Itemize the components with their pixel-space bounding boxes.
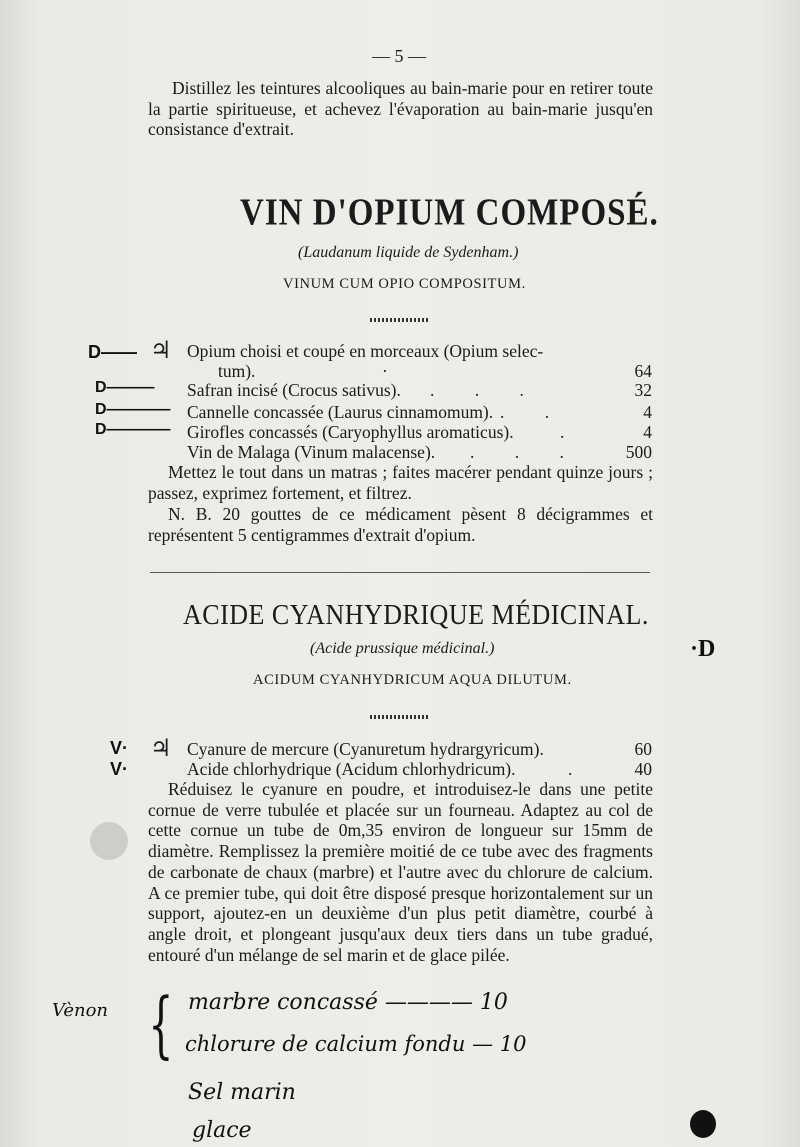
section1-note: N. B. 20 gouttes de ce médicament pèsent 8 décigrammes et représentent 5 centigrammes d'extrait d'opium.	[148, 504, 653, 545]
ingredient-continuation: tum).	[218, 361, 256, 381]
ingredient-name: Vin de Malaga (Vinum malacense).	[187, 442, 436, 462]
ingredient-name: Safran incisé (Crocus sativus).	[187, 380, 401, 400]
ink-blot	[690, 1110, 716, 1138]
margin-marker: D——	[88, 342, 137, 362]
handwritten-brace: {	[148, 982, 174, 1066]
ornament	[370, 318, 428, 322]
dot-leader: .	[568, 759, 573, 779]
ingredient-quantity: 4	[643, 402, 652, 422]
section2-instructions: Réduisez le cyanure en poudre, et introduisez-le dans une petite cornue de verre tubulée et placée sur un fourneau. Adaptez au col de cette cornue un tube de 0m,35 environ de longueur sur 15mm de diamètre. Remplissez la première moitié de ce tube avec des fragments de carbonate de chaux (marbre) et l'autre avec du chlorure de calcium. A ce premier tube, qui doit être disposé presque horizontalement sur un support, ajoutez-en un deuxième d'un plus petit diamètre, courbé à angle droit, et plongeant jusqu'aux deux tiers dans un tube gradué, entouré d'un mélange de sel marin et de glace pilée.	[148, 779, 653, 965]
section1-title: VIN D'OPIUM COMPOSÉ.	[240, 192, 659, 234]
section1-subtitle: (Laudanum liquide de Sydenham.)	[298, 244, 519, 261]
stain	[90, 822, 128, 860]
intro-paragraph: Distillez les teintures alcooliques au bain-marie pour en retirer toute la partie spiritueuse, et achevez l'évaporation au bain-marie jusqu'en consistance d'extrait.	[148, 78, 653, 139]
handwritten-line: Sel marin	[188, 1080, 296, 1105]
ornament	[370, 715, 428, 719]
handwritten-line: marbre concassé ———— 10	[188, 990, 508, 1015]
ingredient-name: Cannelle concassée (Laurus cinnamomum).	[187, 402, 494, 422]
margin-marker: V·	[110, 759, 128, 779]
dot-leader: . . .	[470, 442, 582, 462]
ingredient-quantity: 4	[643, 422, 652, 442]
ingredient-quantity: 500	[625, 442, 652, 462]
ingredient-name: Cyanure de mercure (Cyanuretum hydrargyricum).	[187, 739, 544, 759]
margin-marker: D————	[95, 421, 171, 438]
ingredient-quantity: 64	[634, 361, 652, 381]
margin-marker: D————	[95, 401, 171, 418]
section1-instructions: Mettez le tout dans un matras ; faites macérer pendant quinze jours ; passez, exprimez fortement, et filtrez.	[148, 462, 653, 503]
handwritten-note: Vènon	[52, 1000, 109, 1021]
dot-leader: . . .	[430, 380, 542, 400]
dot-leader: .	[560, 422, 565, 442]
ingredient-quantity: 40	[634, 759, 652, 779]
page-number: — 5 —	[372, 46, 426, 66]
ingredient-quantity: 60	[634, 739, 652, 759]
ingredient-quantity: 32	[634, 380, 652, 400]
section-divider	[150, 572, 650, 573]
section1-latin-title: VINUM CUM OPIO COMPOSITUM.	[283, 276, 526, 292]
handwritten-line: chlorure de calcium fondu — 10	[185, 1032, 527, 1056]
ingredient-name: Acide chlorhydrique (Acidum chlorhydricum).	[187, 759, 516, 779]
handwritten-line: glace	[192, 1118, 252, 1143]
ingredient-name: Girofles concassés (Caryophyllus aromaticus).	[187, 422, 514, 442]
margin-marker: D———	[95, 379, 155, 396]
ingredient-name: Opium choisi et coupé en morceaux (Opium selec-	[187, 341, 544, 361]
rx-symbol: ♃	[150, 736, 172, 762]
margin-marker: V·	[110, 738, 128, 758]
margin-mark: ·D	[690, 636, 716, 662]
section2-latin-title: ACIDUM CYANHYDRICUM AQUA DILUTUM.	[253, 672, 572, 688]
section2-subtitle: (Acide prussique médicinal.)	[310, 640, 495, 657]
dot-leader: . .	[500, 402, 568, 422]
section2-title: ACIDE CYANHYDRIQUE MÉDICINAL.	[183, 598, 649, 631]
dot-leader: ·	[382, 361, 388, 381]
rx-symbol: ♃	[150, 338, 172, 364]
